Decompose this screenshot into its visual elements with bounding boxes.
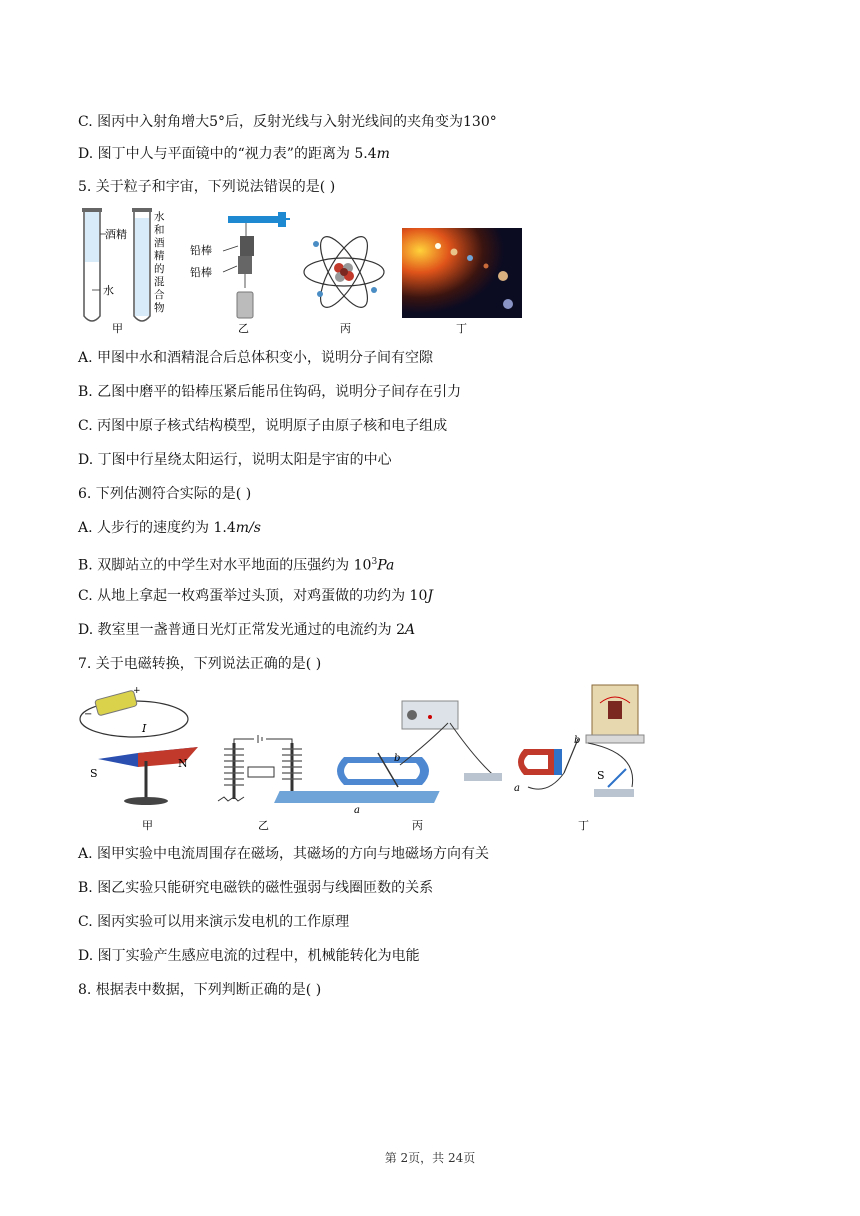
svg-text:和: 和 — [154, 224, 165, 236]
q7-figure — [78, 683, 648, 833]
q5-option-d: D. 丁图中行星绕太阳运行，说明太阳是宇宙的中心 — [78, 452, 392, 468]
q7-option-c: C. 图丙实验可以用来演示发电机的工作原理 — [78, 914, 350, 930]
svg-text:a: a — [514, 783, 520, 794]
q4-option-c: C. 图丙中入射角增大5°后，反射光线与入射光线间的夹角变为130° — [78, 114, 497, 130]
q5-figure — [78, 206, 538, 338]
fig5-label-yi: 乙 — [238, 322, 249, 335]
q7-figure-svg — [78, 683, 648, 833]
svg-text:甲: 甲 — [142, 819, 153, 832]
q6-stem: 6. 下列估测符合实际的是( ) — [78, 486, 252, 502]
page-footer: 第 2页，共 24页 — [384, 1151, 476, 1165]
svg-text:合: 合 — [154, 289, 165, 301]
alcohol-label: 酒精 — [105, 228, 127, 241]
mixture-label — [154, 210, 165, 314]
fig5-label-jia: 甲 — [112, 322, 123, 335]
q5-stem: 5. 关于粒子和宇宙，下列说法错误的是( ) — [78, 179, 336, 195]
q5-option-b: B. 乙图中磨平的铅棒压紧后能吊住钩码，说明分子间存在引力 — [78, 384, 462, 400]
svg-text:丁: 丁 — [578, 819, 589, 832]
svg-text:a: a — [354, 805, 360, 816]
svg-text:S: S — [597, 769, 605, 782]
q6-option-c: C. 从地上拿起一枚鸡蛋举过头顶，对鸡蛋做的功约为 10J — [78, 588, 434, 604]
svg-text:I: I — [142, 722, 147, 735]
tube-cap — [82, 208, 102, 212]
svg-text:b: b — [574, 735, 581, 746]
lead-label-2: 铅棒 — [190, 266, 212, 279]
svg-text:+: + — [133, 686, 141, 696]
q6-option-d: D. 教室里一盏普通日光灯正常发光通过的电流约为 2A — [78, 622, 416, 638]
svg-text:精: 精 — [154, 250, 165, 262]
svg-text:酒: 酒 — [154, 237, 165, 249]
svg-text:−: − — [84, 709, 93, 720]
q7-option-a: A. 图甲实验中电流周围存在磁场，其磁场的方向与地磁场方向有关 — [78, 846, 490, 862]
atom-model — [304, 230, 384, 313]
svg-text:水: 水 — [154, 211, 165, 223]
q8-stem: 8. 根据表中数据，下列判断正确的是( ) — [78, 982, 322, 998]
label-N: N — [178, 757, 188, 770]
q7-stem: 7. 关于电磁转换，下列说法正确的是( ) — [78, 656, 322, 672]
svg-text:混: 混 — [154, 276, 165, 288]
svg-text:的: 的 — [154, 263, 165, 275]
label-S: S — [90, 767, 98, 780]
q4-option-d: D. 图丁中人与平面镜中的“视力表”的距离为 5.4m — [78, 146, 390, 162]
svg-text:b: b — [394, 753, 401, 764]
svg-text:丙: 丙 — [412, 819, 423, 832]
q7-option-d: D. 图丁实验产生感应电流的过程中，机械能转化为电能 — [78, 948, 420, 964]
q7-option-b: B. 图乙实验只能研究电磁铁的磁性强弱与线圈匝数的关系 — [78, 880, 434, 896]
fig5-label-ding: 丁 — [456, 322, 467, 335]
q5-figure-svg — [78, 206, 538, 338]
svg-text:乙: 乙 — [258, 819, 269, 832]
water-label: 水 — [103, 284, 114, 297]
lead-label-1: 铅棒 — [190, 244, 212, 257]
q6-option-a: A. 人步行的速度约为 1.4m/s — [78, 520, 261, 536]
fig5-label-bing: 丙 — [340, 322, 351, 335]
q5-option-c: C. 丙图中原子核式结构模型，说明原子由原子核和电子组成 — [78, 418, 448, 434]
battery — [95, 690, 138, 716]
q6-option-b: B. 双脚站立的中学生对水平地面的压强约为 $10^3Pa$ — [78, 557, 395, 574]
svg-text:物: 物 — [154, 302, 165, 314]
q5-option-a: A. 甲图中水和酒精混合后总体积变小，说明分子间有空隙 — [78, 350, 434, 366]
